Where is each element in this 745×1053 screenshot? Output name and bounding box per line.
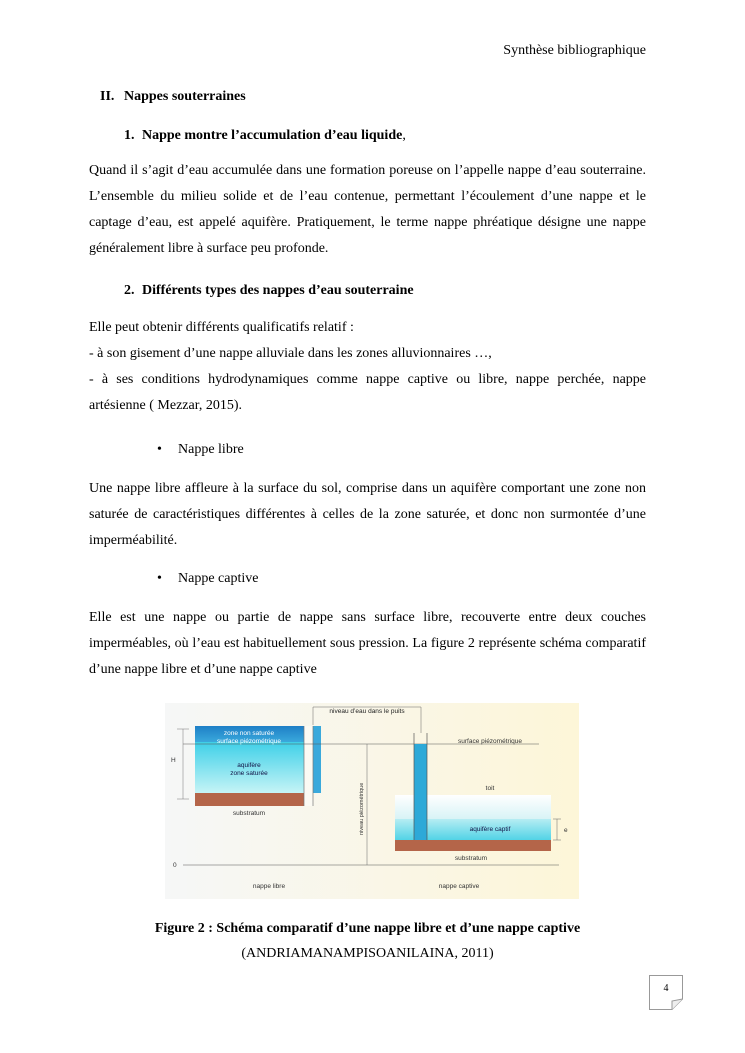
bullet-icon: • (157, 571, 162, 586)
label-substratum-right: substratum (454, 855, 488, 862)
paragraph-nappe-captive: Elle est une nappe ou partie de nappe sans surface libre, recouverte entre deux couches imperméables, où l’eau est habituellement sous pression. La figure 2 représente schéma comparatif d’une nappe libre et d’une nappe captive (89, 610, 646, 677)
list-item-gisement: - à son gisement d’une nappe alluviale dans les zones alluvionnaires …, (89, 346, 492, 361)
figure-caption: Figure 2 : Schéma comparatif d’une nappe libre et d’une nappe captive (154, 921, 581, 936)
figure-aquifer-diagram (165, 703, 579, 899)
subsection-tail-1: , (402, 128, 406, 143)
page-number: 4 (663, 983, 669, 994)
section-number: II. (100, 89, 115, 104)
list-intro: Elle peut obtenir différents qualificatifs relatif : (89, 320, 354, 335)
subsection-title-1: Nappe montre l’accumulation d’eau liquide (142, 128, 403, 143)
label-roof: toit (485, 785, 495, 792)
bullet-label: Nappe captive (178, 571, 259, 586)
figure-source: (ANDRIAMANAMPISOANILAINA, 2011) (241, 946, 494, 961)
aquifer-diagram-svg (165, 703, 579, 899)
label-piezo-level: niveau piézométrique (359, 782, 365, 835)
label-unsaturated-zone: zone non saturée (223, 730, 275, 737)
list-item-hydrodynamique: - à ses conditions hydrodynamiques comme nappe captive ou libre, nappe perchée, nappe (89, 372, 646, 387)
subsection-heading-2 (124, 283, 414, 299)
bullet-icon: • (157, 442, 162, 457)
paragraph-nappe-libre: Une nappe libre affleure à la surface du sol, comprise dans un aquifère comportant une zone non saturée de caractéristiques différentes à celles de la zone saturée, et donc non surmontée d’une imperméabilité. (89, 481, 646, 548)
label-h: H (171, 757, 176, 764)
substratum-right-layer (395, 840, 551, 851)
paragraph-definition: Quand il s’agit d’eau accumulée dans une formation poreuse on l’appelle nappe d’eau souterraine. L’ensemble du milieu solide et de l’eau contenue, permettant l’écoulement d’une nappe et le captage d’eau, est appelé aquifère. Pratiquement, le terme nappe phréatique désigne une nappe généralement libre à surface peu profonde. (89, 163, 646, 256)
label-substratum-left: substratum (232, 810, 266, 817)
section-heading (100, 89, 246, 105)
label-aquifer: aquifère (237, 762, 261, 769)
label-saturated-zone: zone saturée (230, 770, 268, 777)
running-header: Synthèse bibliographique (503, 43, 646, 58)
section-title: Nappes souterraines (124, 89, 246, 104)
captive-well-water (414, 744, 427, 840)
label-piezo-surface-right: surface piézométrique (458, 738, 522, 745)
substratum-left-layer (195, 793, 304, 806)
label-e: e (564, 827, 568, 834)
bullet-label: Nappe libre (178, 442, 244, 457)
list-item-hydrodynamique-cont: artésienne ( Mezzar, 2015). (89, 398, 242, 413)
subsection-number-1: 1. (124, 128, 135, 143)
label-nappe-libre: nappe libre (252, 883, 286, 890)
bullet-nappe-libre (157, 442, 244, 458)
subsection-number-2: 2. (124, 283, 135, 298)
bullet-nappe-captive (157, 571, 258, 587)
free-well-water (313, 726, 321, 793)
label-captive-aquifer: aquifère captif (469, 826, 511, 833)
subsection-heading-1 (124, 128, 406, 144)
label-piezo-surface-left: surface piézométrique (217, 738, 281, 745)
subsection-title-2: Différents types des nappes d’eau souterraine (142, 283, 414, 298)
label-well-level: niveau d’eau dans le puits (329, 708, 405, 715)
label-nappe-captive: nappe captive (438, 883, 480, 890)
free-well-shaft (304, 726, 313, 806)
label-zero: 0 (173, 862, 177, 869)
